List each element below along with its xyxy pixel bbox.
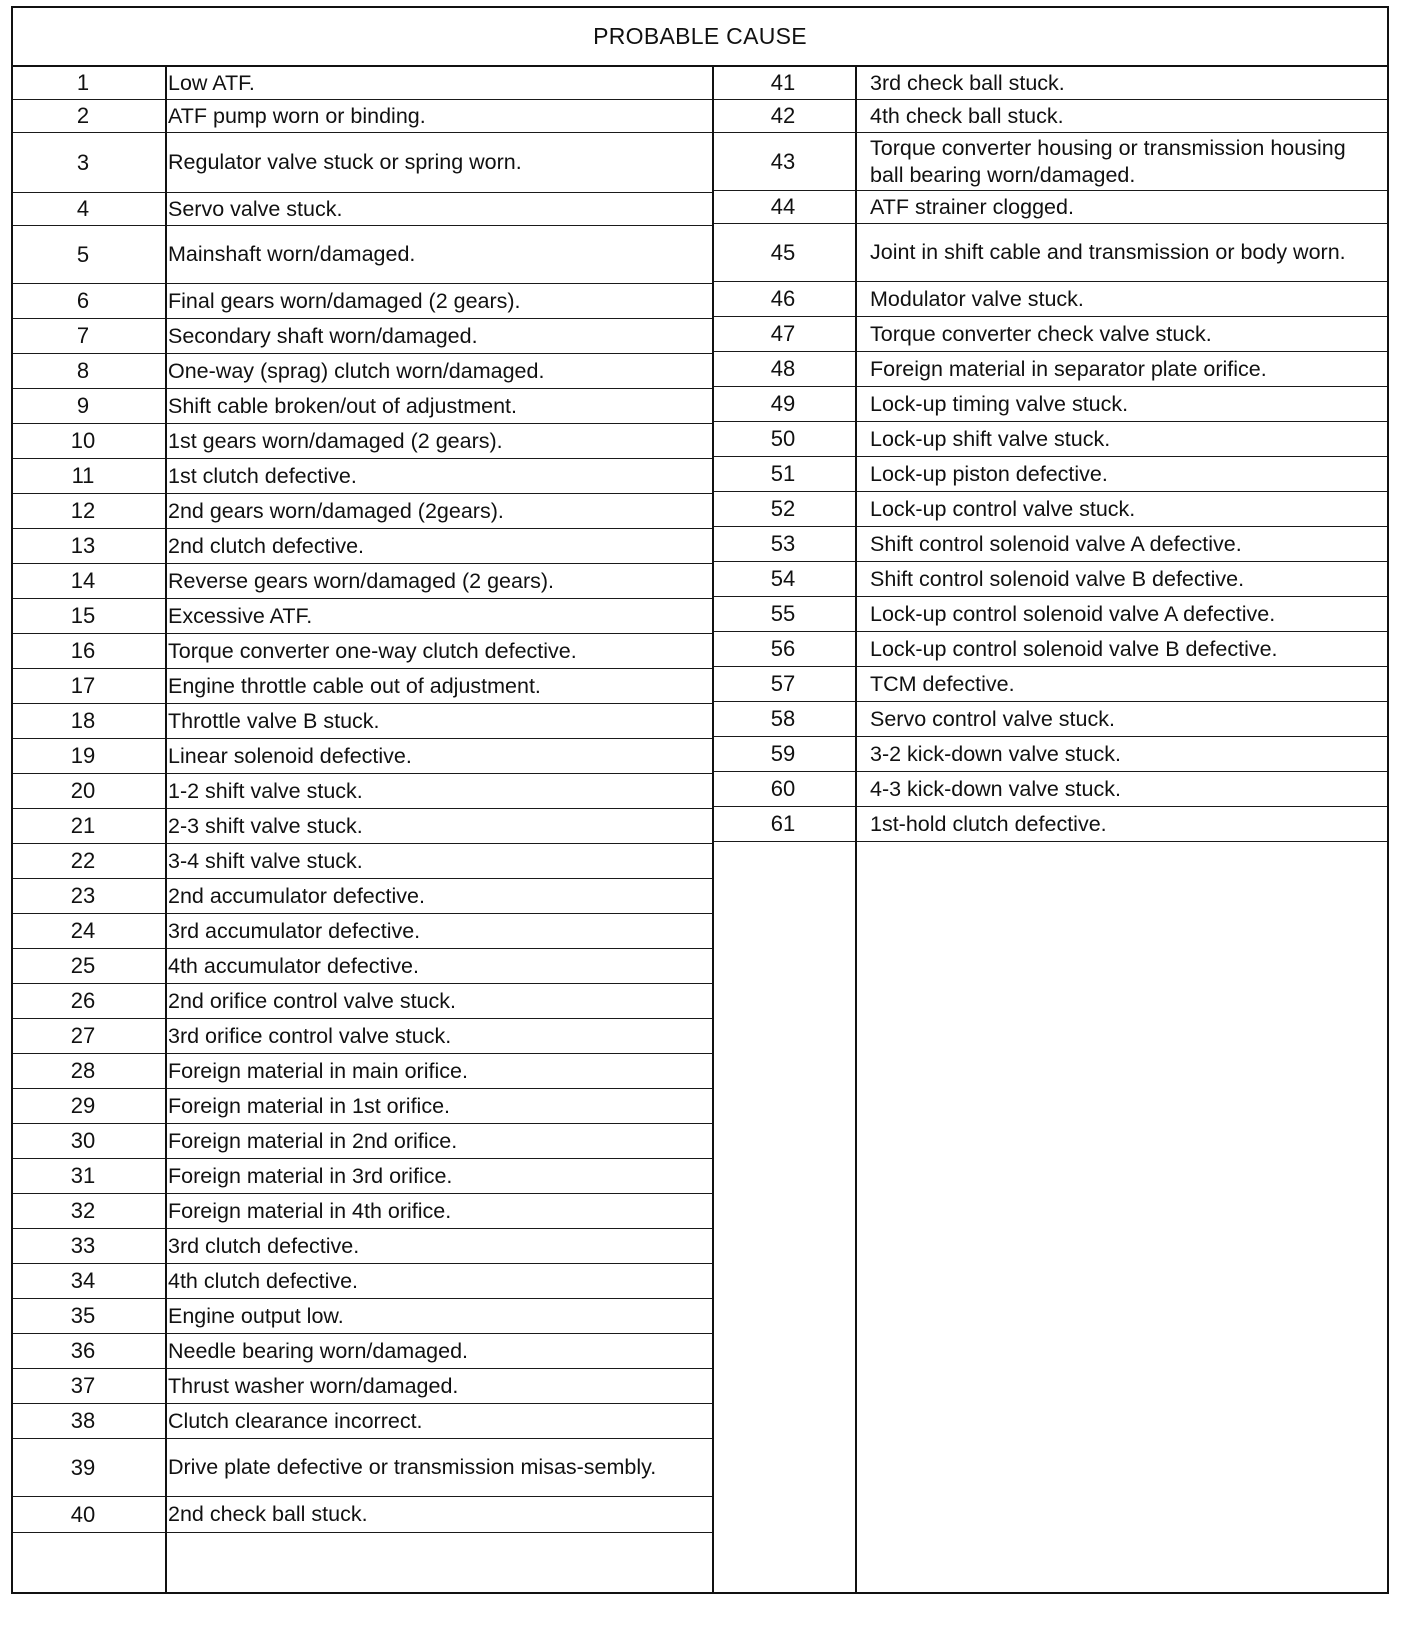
table-row — [13, 1019, 713, 1054]
cause-number: 28 — [70, 1058, 96, 1083]
cause-description: Low ATF. — [168, 70, 255, 95]
table-row — [13, 1334, 713, 1369]
table-row — [713, 100, 1389, 133]
cause-number: 15 — [70, 603, 96, 628]
cause-description: Lock-up shift valve stuck. — [870, 426, 1111, 451]
cause-description: 3rd check ball stuck. — [870, 70, 1065, 95]
cause-number: 14 — [70, 568, 96, 593]
cause-description: Reverse gears worn/damaged (2 gears). — [168, 568, 554, 593]
cause-number: 10 — [70, 428, 96, 453]
cause-number: 8 — [76, 358, 90, 383]
table-row — [713, 527, 1389, 562]
cause-description: Foreign material in 3rd orifice. — [168, 1163, 453, 1188]
table-row — [713, 737, 1389, 772]
cause-description: Torque converter housing or transmission housing ball bearing worn/damaged. — [870, 135, 1346, 187]
probable-cause-table — [11, 6, 1389, 1594]
cause-description: Foreign material in 4th orifice. — [168, 1198, 452, 1223]
table-row — [13, 1229, 713, 1264]
cause-description: 2nd clutch defective. — [168, 533, 365, 558]
table-row — [13, 949, 713, 984]
table-row — [13, 284, 713, 319]
column-divider-right-num — [855, 67, 857, 1592]
cause-description: 3rd accumulator defective. — [168, 918, 421, 943]
cause-number: 32 — [70, 1198, 96, 1223]
cause-description: Mainshaft worn/damaged. — [168, 242, 416, 266]
cause-description: 3-2 kick-down valve stuck. — [870, 741, 1121, 766]
cause-description: 3-4 shift valve stuck. — [168, 848, 363, 873]
cause-description: Drive plate defective or transmission misas-sembly. — [168, 1455, 657, 1479]
cause-number: 5 — [76, 241, 90, 267]
table-row — [13, 193, 713, 226]
cause-number: 19 — [70, 743, 96, 768]
table-row — [713, 282, 1389, 317]
table-row — [13, 100, 713, 133]
cause-number: 49 — [770, 391, 796, 416]
table-row — [13, 1439, 713, 1497]
table-row — [13, 739, 713, 774]
table-row — [13, 1089, 713, 1124]
cause-description: Lock-up timing valve stuck. — [870, 391, 1129, 416]
cause-number: 7 — [76, 323, 90, 348]
cause-number: 45 — [770, 239, 796, 265]
cause-number: 4 — [76, 196, 90, 221]
cause-description: 3rd orifice control valve stuck. — [168, 1023, 452, 1048]
cause-number: 13 — [70, 533, 96, 558]
cause-description: Lock-up control solenoid valve B defective. — [870, 636, 1278, 661]
cause-number: 2 — [76, 103, 90, 128]
table-row — [13, 564, 713, 599]
table-row — [713, 422, 1389, 457]
table-row — [13, 389, 713, 424]
cause-description: Torque converter one-way clutch defective. — [168, 638, 577, 663]
table-row — [713, 133, 1389, 191]
cause-description: 4-3 kick-down valve stuck. — [870, 776, 1121, 801]
cause-description: Clutch clearance incorrect. — [168, 1408, 423, 1433]
table-row — [13, 354, 713, 389]
cause-description: Torque converter check valve stuck. — [870, 321, 1212, 346]
cause-number: 3 — [76, 149, 90, 175]
cause-description: Excessive ATF. — [168, 603, 313, 628]
cause-description: Servo valve stuck. — [168, 196, 343, 221]
cause-description: 2nd check ball stuck. — [168, 1502, 368, 1526]
cause-description: Lock-up control solenoid valve A defective. — [870, 601, 1276, 626]
cause-description: Shift cable broken/out of adjustment. — [168, 393, 517, 418]
cause-number: 20 — [70, 778, 96, 803]
cause-description: Shift control solenoid valve A defective. — [870, 531, 1242, 556]
cause-number: 30 — [70, 1128, 96, 1153]
table-row — [13, 494, 713, 529]
cause-number: 50 — [770, 426, 796, 451]
table-row — [713, 702, 1389, 737]
cause-number: 26 — [70, 988, 96, 1013]
table-row — [713, 772, 1389, 807]
cause-number: 60 — [770, 776, 796, 801]
cause-description: Engine output low. — [168, 1303, 344, 1328]
cause-description: 2nd accumulator defective. — [168, 883, 425, 908]
table-row — [713, 632, 1389, 667]
cause-number: 46 — [770, 286, 796, 311]
table-row — [13, 1369, 713, 1404]
table-row — [13, 599, 713, 634]
cause-number: 61 — [770, 811, 796, 836]
table-row — [13, 809, 713, 844]
cause-description: 4th check ball stuck. — [870, 103, 1064, 128]
table-row — [13, 704, 713, 739]
table-row — [13, 1404, 713, 1439]
cause-number: 11 — [71, 463, 95, 488]
cause-number: 39 — [70, 1454, 96, 1480]
cause-number: 44 — [770, 194, 796, 219]
table-row — [713, 492, 1389, 527]
table-row — [713, 667, 1389, 702]
cause-number: 37 — [70, 1373, 96, 1398]
cause-number: 27 — [70, 1023, 96, 1048]
cause-number: 9 — [76, 393, 90, 418]
table-row — [13, 1194, 713, 1229]
table-row — [13, 634, 713, 669]
table-row — [13, 844, 713, 879]
column-divider-middle — [712, 67, 714, 1592]
cause-number: 57 — [770, 671, 796, 696]
table-row — [13, 1054, 713, 1089]
cause-description: Linear solenoid defective. — [168, 743, 412, 768]
cause-description: Joint in shift cable and transmission or body worn. — [870, 240, 1346, 264]
table-title: PROBABLE CAUSE — [13, 8, 1387, 67]
cause-number: 51 — [770, 461, 796, 486]
table-row — [713, 352, 1389, 387]
cause-number: 41 — [770, 70, 796, 95]
cause-description: Lock-up control valve stuck. — [870, 496, 1136, 521]
cause-description: ATF pump worn or binding. — [168, 103, 426, 128]
cause-description: Shift control solenoid valve B defective. — [870, 566, 1245, 591]
table-row — [713, 457, 1389, 492]
table-row — [13, 1264, 713, 1299]
table-row — [13, 1124, 713, 1159]
table-row — [13, 459, 713, 494]
cause-number: 34 — [70, 1268, 96, 1293]
table-row — [13, 1299, 713, 1334]
cause-description: ATF strainer clogged. — [870, 194, 1074, 219]
table-row — [13, 424, 713, 459]
table-row — [713, 317, 1389, 352]
cause-description: Foreign material in 1st orifice. — [168, 1093, 450, 1118]
cause-description: Thrust washer worn/damaged. — [168, 1373, 459, 1398]
table-row — [713, 224, 1389, 282]
cause-number: 6 — [76, 288, 90, 313]
table-row — [13, 879, 713, 914]
table-row — [13, 1159, 713, 1194]
table-row — [13, 133, 713, 193]
table-row — [13, 226, 713, 284]
cause-description: Modulator valve stuck. — [870, 286, 1084, 311]
cause-number: 22 — [70, 848, 96, 873]
cause-number: 48 — [770, 356, 796, 381]
table-row — [13, 319, 713, 354]
cause-number: 23 — [70, 883, 96, 908]
cause-description: 1st clutch defective. — [168, 463, 357, 488]
cause-description: 1st gears worn/damaged (2 gears). — [168, 428, 503, 453]
cause-description: TCM defective. — [870, 671, 1015, 696]
cause-number: 31 — [70, 1163, 96, 1188]
cause-number: 56 — [770, 636, 796, 661]
cause-description: Throttle valve B stuck. — [168, 708, 380, 733]
cause-description: 1st-hold clutch defective. — [870, 811, 1107, 836]
cause-description: One-way (sprag) clutch worn/damaged. — [168, 358, 545, 383]
column-divider-left-num — [165, 67, 167, 1592]
table-row — [13, 1497, 713, 1533]
cause-number: 24 — [70, 918, 96, 943]
table-row — [13, 914, 713, 949]
cause-number: 16 — [70, 638, 96, 663]
cause-description: Lock-up piston defective. — [870, 461, 1108, 486]
cause-number: 55 — [770, 601, 796, 626]
cause-description: 4th accumulator defective. — [168, 953, 419, 978]
cause-number: 58 — [770, 706, 796, 731]
table-row — [713, 67, 1389, 100]
table-row — [13, 774, 713, 809]
cause-description: Regulator valve stuck or spring worn. — [168, 150, 522, 174]
cause-number: 12 — [70, 498, 96, 523]
table-row — [713, 597, 1389, 632]
table-row — [13, 984, 713, 1019]
cause-number: 36 — [70, 1338, 96, 1363]
cause-description: 2-3 shift valve stuck. — [168, 813, 363, 838]
cause-description: Needle bearing worn/damaged. — [168, 1338, 469, 1363]
cause-number: 52 — [770, 496, 796, 521]
cause-number: 33 — [70, 1233, 96, 1258]
cause-description: 4th clutch defective. — [168, 1268, 359, 1293]
cause-description: 2nd gears worn/damaged (2gears). — [168, 498, 504, 523]
cause-description: 1-2 shift valve stuck. — [168, 778, 363, 803]
cause-number: 47 — [770, 321, 796, 346]
table-row — [713, 807, 1389, 842]
cause-number: 42 — [770, 103, 796, 128]
cause-number: 43 — [770, 148, 796, 174]
cause-description: 3rd clutch defective. — [168, 1233, 360, 1258]
cause-number: 17 — [70, 673, 96, 698]
table-row — [713, 387, 1389, 422]
cause-description: Final gears worn/damaged (2 gears). — [168, 288, 521, 313]
table-row — [13, 529, 713, 564]
cause-description: Servo control valve stuck. — [870, 706, 1115, 731]
cause-number: 18 — [70, 708, 96, 733]
cause-number: 29 — [70, 1093, 96, 1118]
cause-number: 38 — [70, 1408, 96, 1433]
cause-description: Engine throttle cable out of adjustment. — [168, 673, 541, 698]
cause-description: Secondary shaft worn/damaged. — [168, 323, 478, 348]
cause-number: 25 — [70, 953, 96, 978]
cause-description: Foreign material in main orifice. — [168, 1058, 468, 1083]
cause-number: 21 — [70, 813, 96, 838]
table-row — [713, 191, 1389, 224]
cause-number: 40 — [70, 1501, 96, 1527]
cause-description: Foreign material in 2nd orifice. — [168, 1128, 458, 1153]
table-row — [713, 562, 1389, 597]
cause-description: Foreign material in separator plate orifice. — [870, 356, 1267, 381]
table-row — [13, 669, 713, 704]
cause-number: 54 — [770, 566, 796, 591]
table-row — [13, 67, 713, 100]
cause-number: 1 — [76, 70, 90, 95]
cause-number: 59 — [770, 741, 796, 766]
cause-description: 2nd orifice control valve stuck. — [168, 988, 456, 1013]
cause-number: 35 — [70, 1303, 96, 1328]
cause-number: 53 — [770, 531, 796, 556]
